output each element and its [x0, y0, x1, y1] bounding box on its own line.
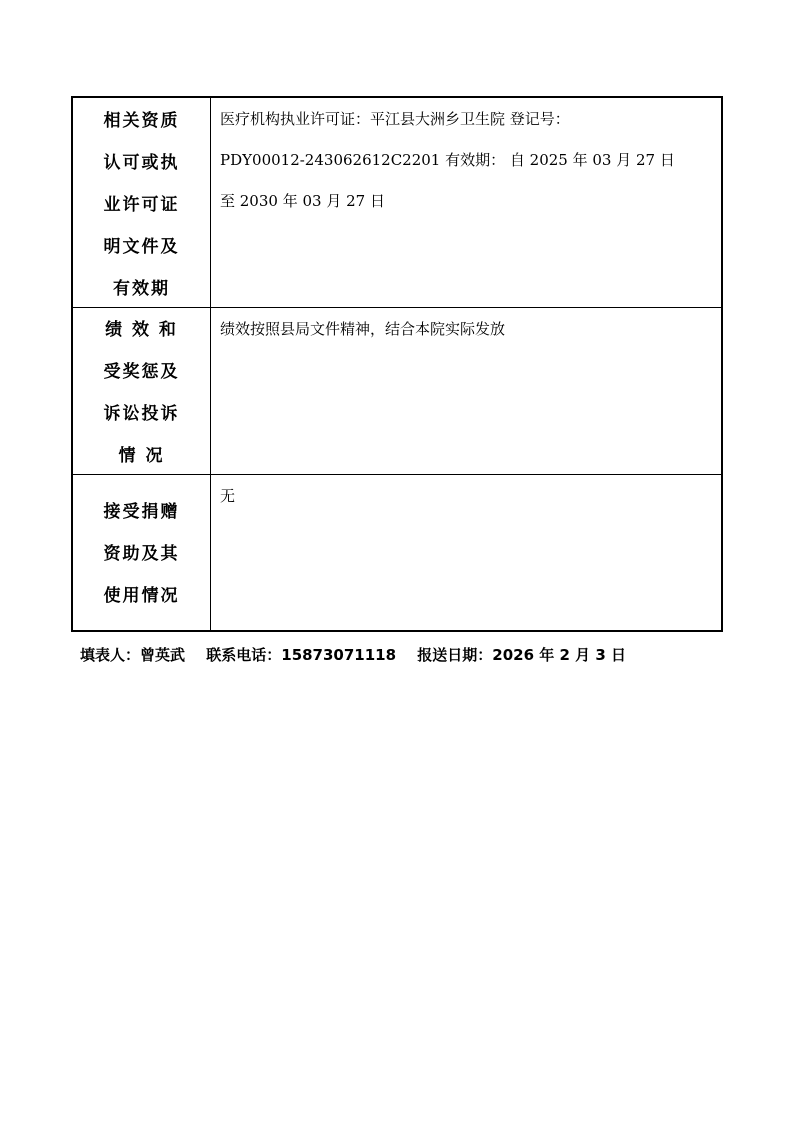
filler-name: 填表人：曾英武 [80, 646, 186, 664]
table-row-qualification [73, 98, 721, 308]
row-label [73, 475, 211, 632]
table-row-donations [73, 475, 721, 632]
row-content [211, 475, 721, 632]
label-line: 情 况 [118, 446, 165, 466]
label-line: 相关资质 [103, 111, 180, 131]
report-date: 报送日期：2026 年 2 月 3 日 [417, 646, 627, 664]
form-footer [80, 642, 642, 668]
label-line: 资助及其 [103, 544, 180, 564]
label-line: 受奖惩及 [103, 362, 180, 382]
label-line: 接受捐赠 [103, 502, 180, 522]
row-content [211, 98, 721, 307]
row-content [211, 308, 721, 474]
content-line: 绩效按照县局文件精神，结合本院实际发放 [220, 320, 506, 338]
content-line: 医疗机构执业许可证：平江县大洲乡卫生院 登记号： [220, 110, 570, 128]
label-line: 业许可证 [103, 195, 180, 215]
label-line: 绩 效 和 [105, 320, 178, 340]
table-row-performance [73, 308, 721, 475]
row-label [73, 98, 211, 307]
content-line: 至 2030 年 03 月 27 日 [220, 192, 385, 210]
label-line: 诉讼投诉 [103, 404, 180, 424]
contact-phone: 联系电话：15873071118 [206, 646, 397, 664]
label-line: 使用情况 [103, 586, 180, 606]
info-table [71, 96, 723, 632]
label-line: 认可或执 [103, 153, 180, 173]
label-line: 明文件及 [103, 237, 180, 257]
row-label [73, 308, 211, 474]
label-line: 有效期 [113, 279, 170, 299]
content-line: PDY00012-243062612C2201 有效期： 自 2025 年 03 月 27 日 [220, 151, 675, 169]
content-line: 无 [220, 487, 236, 505]
